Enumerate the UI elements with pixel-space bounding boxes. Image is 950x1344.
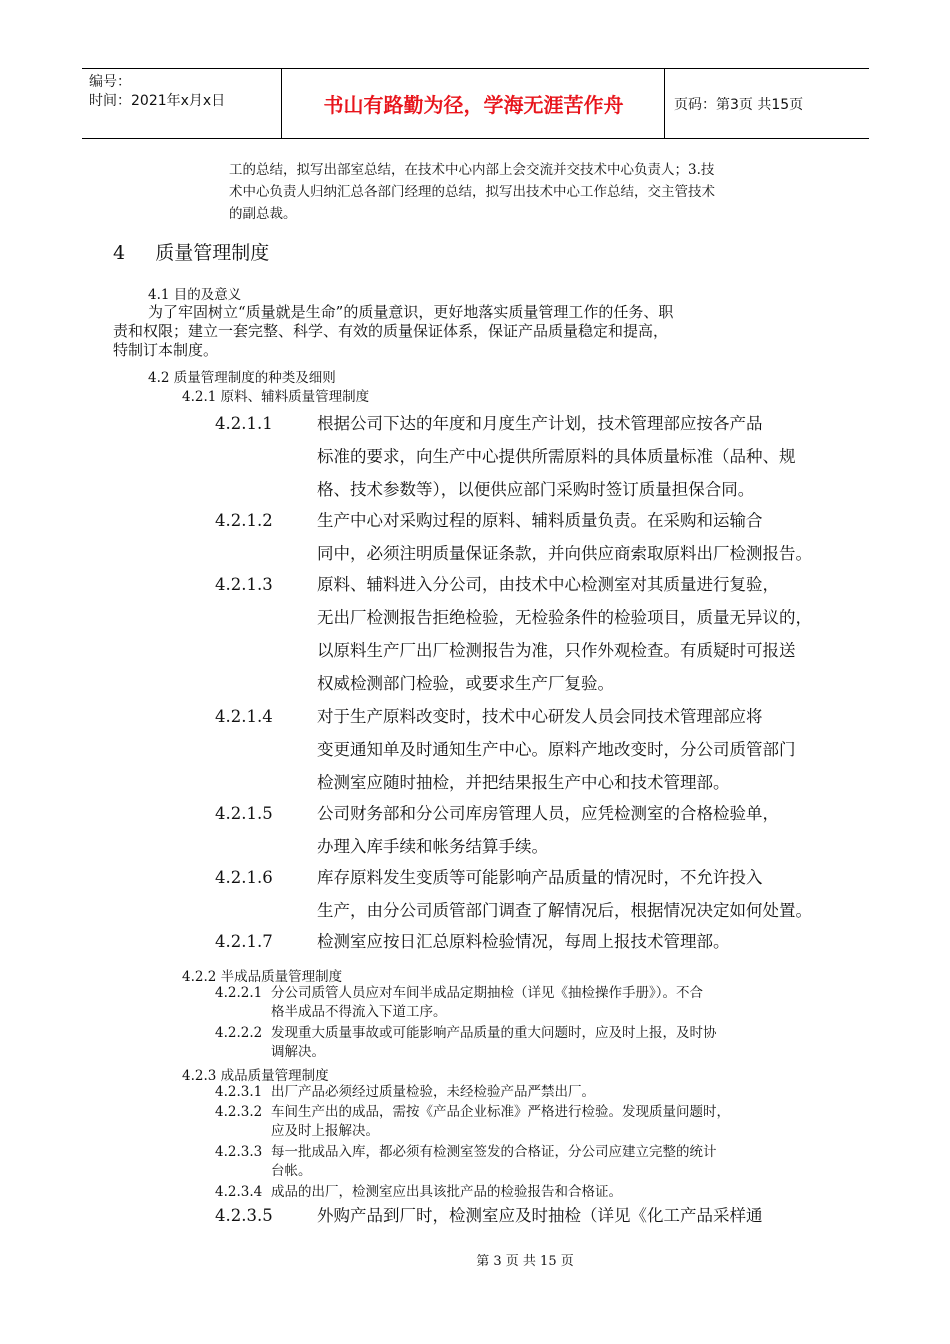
subsection-heading: 4.2.1 原料、辅料质量管理制度	[182, 389, 370, 405]
text-line: 办理入库手续和帐务结算手续。	[317, 837, 548, 856]
text-line: 应及时上报解决。	[271, 1123, 379, 1139]
text-line: 变更通知单及时通知生产中心。原料产地改变时，分公司质管部门	[317, 740, 796, 759]
text-line: 成品的出厂，检测室应出具该批产品的检验报告和合格证。	[271, 1184, 622, 1200]
subsection-heading: 4.2.2 半成品质量管理制度	[182, 969, 343, 985]
text-line: 库存原料发生变质等可能影响产品质量的情况时，不允许投入	[317, 868, 763, 887]
clause-number: 4.2.2.1	[215, 985, 263, 1001]
clause	[215, 797, 779, 863]
intro-paragraph	[229, 159, 715, 225]
clause	[215, 925, 730, 958]
clause	[215, 1183, 622, 1202]
clause	[215, 1143, 717, 1181]
text-line: 同中，必须注明质量保证条款，并向供应商索取原料出厂检测报告。	[317, 544, 812, 563]
clause-number: 4.2.3.4	[215, 1184, 263, 1200]
text-line: 无出厂检测报告拒绝检验，无检验条件的检验项目，质量无异议的，	[317, 608, 812, 627]
document-date: 时间：2021年x月x日	[89, 93, 226, 109]
clause	[215, 504, 812, 570]
purpose-line: 为了牢固树立“质量就是生命”的质量意识，更好地落实质量管理工作的任务、职	[148, 303, 674, 321]
page-header	[82, 68, 869, 139]
text-line: 每一批成品入库，都必须有检测室签发的合格证，分公司应建立完整的统计	[271, 1144, 717, 1160]
subsection-heading: 4.1 目的及意义	[148, 287, 242, 303]
header-divider	[281, 69, 282, 138]
subsection-heading: 4.2 质量管理制度的种类及细则	[148, 370, 336, 386]
clause	[215, 984, 703, 1022]
clause	[215, 861, 812, 927]
header-page-info: 页码：第3页 共15页	[674, 96, 804, 113]
clause-number: 4.2.1.7	[215, 932, 273, 951]
subsection-heading: 4.2.3 成品质量管理制度	[182, 1068, 329, 1084]
text-line: 权威检测部门检验，或要求生产厂复验。	[317, 674, 614, 693]
text-line: 格半成品不得流入下道工序。	[271, 1004, 447, 1020]
text-line: 工的总结，拟写出部室总结，在技术中心内部上会交流并交技术中心负责人；3.技	[229, 162, 715, 178]
page-footer	[0, 1250, 950, 1269]
clause	[215, 1024, 717, 1062]
clause	[215, 407, 796, 506]
clause	[215, 1083, 595, 1102]
section-title: 质量管理制度	[155, 242, 270, 264]
text-line: 出厂产品必须经过质量检验，未经检验产品严禁出厂。	[271, 1084, 595, 1100]
text-line: 生产中心对采购过程的原料、辅料质量负责。在采购和运输合	[317, 511, 763, 530]
clause-number: 4.2.1.5	[215, 804, 273, 823]
section-number: 4	[113, 242, 126, 264]
footer-page-number: 第 3 页 共 15 页	[476, 1254, 574, 1269]
text-line: 检测室应随时抽检，并把结果报生产中心和技术管理部。	[317, 773, 730, 792]
clause-number: 4.2.1.6	[215, 868, 273, 887]
text-line: 公司财务部和分公司库房管理人员，应凭检测室的合格检验单，	[317, 804, 779, 823]
text-line: 对于生产原料改变时，技术中心研发人员会同技术管理部应将	[317, 707, 763, 726]
text-line: 调解决。	[271, 1044, 325, 1060]
clause	[215, 700, 796, 799]
text-line: 以原料生产厂出厂检测报告为准，只作外观检查。有质疑时可报送	[317, 641, 796, 660]
clause-number: 4.2.1.3	[215, 575, 273, 594]
clause-number: 4.2.3.3	[215, 1144, 263, 1160]
clause-number: 4.2.2.2	[215, 1025, 263, 1041]
text-line: 的副总裁。	[229, 206, 297, 222]
header-motto: 书山有路勤为径，学海无涯苦作舟	[323, 93, 624, 117]
text-line: 术中心负责人归纳汇总各部门经理的总结，拟写出技术中心工作总结，交主管技术	[229, 184, 715, 200]
text-line: 根据公司下达的年度和月度生产计划，技术管理部应按各产品	[317, 414, 763, 433]
clause-number: 4.2.1.2	[215, 511, 273, 530]
purpose-line: 特制订本制度。	[113, 341, 219, 359]
purpose-line: 责和权限；建立一套完整、科学、有效的质量保证体系，保证产品质量稳定和提高，	[113, 322, 669, 340]
clause	[215, 1103, 730, 1141]
text-line: 原料、辅料进入分公司，由技术中心检测室对其质量进行复验，	[317, 575, 779, 594]
clause-number: 4.2.1.4	[215, 707, 273, 726]
clause	[215, 1205, 763, 1227]
text-line: 台帐。	[271, 1163, 312, 1179]
header-meta	[89, 73, 225, 111]
text-line: 检测室应按日汇总原料检验情况，每周上报技术管理部。	[317, 932, 730, 951]
clause-number: 4.2.3.5	[215, 1206, 273, 1225]
text-line: 标准的要求，向生产中心提供所需原料的具体质量标准（品种、规	[317, 447, 796, 466]
document-number: 编号：	[89, 74, 131, 90]
text-line: 发现重大质量事故或可能影响产品质量的重大问题时，应及时上报，及时协	[271, 1025, 717, 1041]
section-heading	[113, 238, 269, 265]
clause-number: 4.2.3.1	[215, 1084, 263, 1100]
text-line: 分公司质管人员应对车间半成品定期抽检（详见《抽检操作手册》）。不合	[271, 985, 703, 1001]
clause-number: 4.2.1.1	[215, 414, 273, 433]
text-line: 外购产品到厂时，检测室应及时抽检（详见《化工产品采样通	[317, 1206, 763, 1225]
text-line: 生产，由分公司质管部门调查了解情况后，根据情况决定如何处置。	[317, 901, 812, 920]
text-line: 车间生产出的成品，需按《产品企业标准》严格进行检验。发现质量问题时，	[271, 1104, 730, 1120]
clause-number: 4.2.3.2	[215, 1104, 263, 1120]
text-line: 格、技术参数等），以便供应部门采购时签订质量担保合同。	[317, 480, 755, 499]
header-divider	[664, 69, 665, 138]
clause	[215, 568, 812, 700]
